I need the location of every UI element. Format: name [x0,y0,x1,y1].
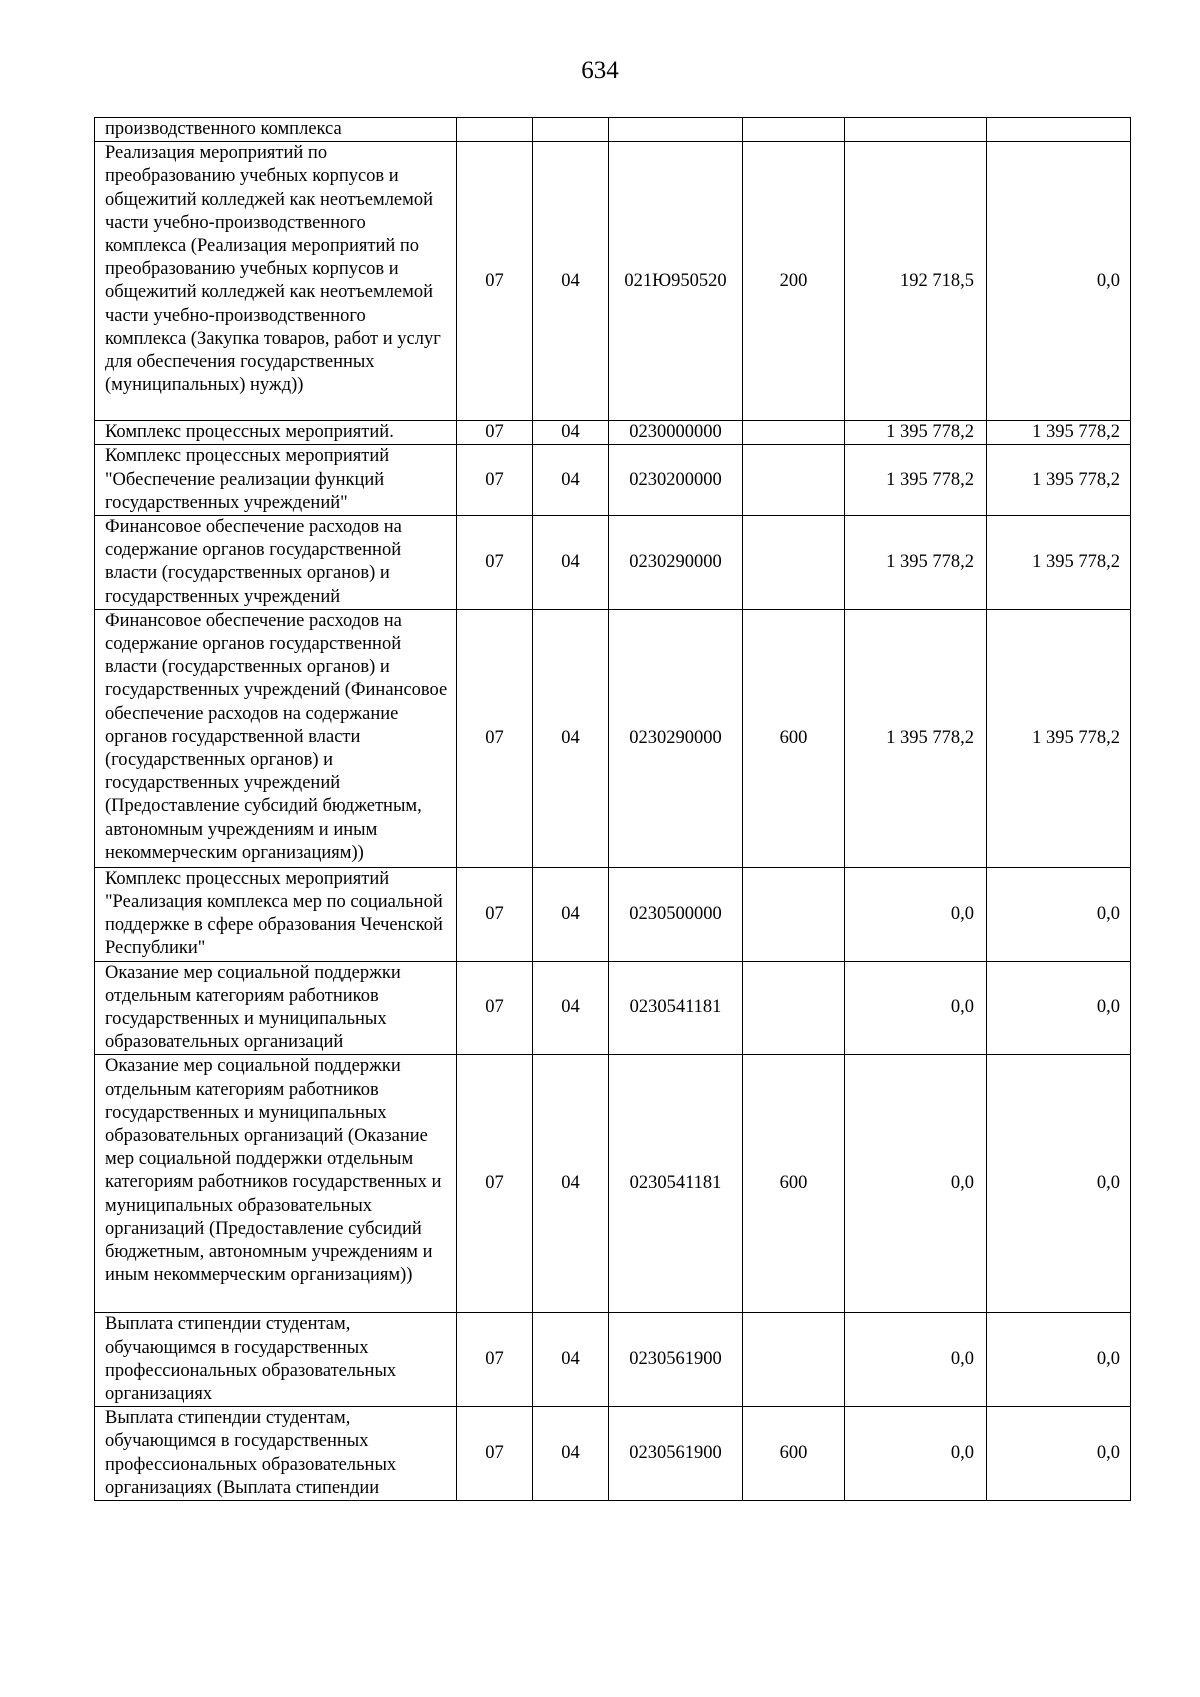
expense-type-cell: 200 [743,142,845,421]
amount-second-year-cell: 0,0 [987,867,1131,961]
target-article-cell: 0230541181 [609,1055,743,1313]
subsection-code-cell: 04 [533,867,609,961]
expense-type-cell: 600 [743,1407,845,1501]
table-row [95,609,1131,867]
table-row [95,445,1131,516]
subsection-code-cell: 04 [533,1313,609,1407]
table-row [95,867,1131,961]
subsection-code-cell: 04 [533,1055,609,1313]
target-article-cell: 0230561900 [609,1407,743,1501]
amount-first-year-cell: 1 395 778,2 [845,421,987,445]
amount-first-year-cell: 0,0 [845,1407,987,1501]
expense-type-cell [743,1313,845,1407]
target-article-cell: 0230561900 [609,1313,743,1407]
amount-second-year-cell [987,118,1131,142]
expense-type-cell [743,867,845,961]
amount-first-year-cell: 1 395 778,2 [845,516,987,610]
item-name-cell: Финансовое обеспечение расходов на содержание органов государственной власти (государственных органов) и государственных учреждений [95,516,457,610]
item-name-cell: Оказание мер социальной поддержки отдельным категориям работников государственных и муниципальных образовательных организаций (Оказание мер социальной поддержки отдельным категориям работников государственных и муниципальных образовательных организаций (Предоставление субсидий бюджетным, автономным учреждениям и иным некоммерческим организациям)) [95,1055,457,1313]
amount-first-year-cell: 1 395 778,2 [845,445,987,516]
target-article-cell: 0230290000 [609,516,743,610]
target-article-cell [609,118,743,142]
subsection-code-cell [533,118,609,142]
section-code-cell: 07 [457,961,533,1055]
subsection-code-cell: 04 [533,421,609,445]
expense-type-cell [743,118,845,142]
table-row [95,142,1131,421]
section-code-cell: 07 [457,1407,533,1501]
amount-first-year-cell: 1 395 778,2 [845,609,987,867]
section-code-cell: 07 [457,142,533,421]
table-row [95,1055,1131,1313]
target-article-cell: 021Ю950520 [609,142,743,421]
section-code-cell: 07 [457,1313,533,1407]
section-code-cell [457,118,533,142]
section-code-cell: 07 [457,421,533,445]
table-row [95,421,1131,445]
subsection-code-cell: 04 [533,961,609,1055]
table-row [95,118,1131,142]
page-number: 634 [581,57,619,84]
amount-second-year-cell: 1 395 778,2 [987,516,1131,610]
item-name-cell: Выплата стипендии студентам, обучающимся в государственных профессиональных образовательных организациях [95,1313,457,1407]
amount-second-year-cell: 0,0 [987,961,1131,1055]
amount-first-year-cell: 0,0 [845,867,987,961]
amount-first-year-cell: 0,0 [845,1055,987,1313]
expense-type-cell [743,421,845,445]
item-name-cell: Комплекс процессных мероприятий. [95,421,457,445]
amount-second-year-cell: 1 395 778,2 [987,609,1131,867]
target-article-cell: 0230500000 [609,867,743,961]
amount-second-year-cell: 0,0 [987,1313,1131,1407]
expense-type-cell: 600 [743,609,845,867]
target-article-cell: 0230290000 [609,609,743,867]
amount-second-year-cell: 1 395 778,2 [987,421,1131,445]
amount-first-year-cell [845,118,987,142]
amount-second-year-cell: 0,0 [987,142,1131,421]
item-name-cell: Комплекс процессных мероприятий "Обеспечение реализации функций государственных учреждений" [95,445,457,516]
item-name-cell: Реализация мероприятий по преобразованию учебных корпусов и общежитий колледжей как неотъемлемой части учебно-производственного комплекса (Реализация мероприятий по преобразованию учебных корпусов и общежитий колледжей как неотъемлемой части учебно-производственного комплекса (Закупка товаров, работ и услуг для обеспечения государственных (муниципальных) нужд)) [95,142,457,421]
section-code-cell: 07 [457,516,533,610]
subsection-code-cell: 04 [533,1407,609,1501]
item-name-cell: Финансовое обеспечение расходов на содержание органов государственной власти (государственных органов) и государственных учреждений (Финансовое обеспечение расходов на содержание органов государственной власти (государственных органов) и государственных учреждений (Предоставление субсидий бюджетным, автономным учреждениям и иным некоммерческим организациям)) [95,609,457,867]
subsection-code-cell: 04 [533,609,609,867]
amount-first-year-cell: 192 718,5 [845,142,987,421]
target-article-cell: 0230200000 [609,445,743,516]
subsection-code-cell: 04 [533,142,609,421]
amount-second-year-cell: 0,0 [987,1055,1131,1313]
section-code-cell: 07 [457,867,533,961]
subsection-code-cell: 04 [533,516,609,610]
target-article-cell: 0230000000 [609,421,743,445]
amount-first-year-cell: 0,0 [845,1313,987,1407]
item-name-cell: Выплата стипендии студентам, обучающимся в государственных профессиональных образовательных организациях (Выплата стипендии [95,1407,457,1501]
section-code-cell: 07 [457,609,533,867]
item-name-cell: Комплекс процессных мероприятий "Реализация комплекса мер по социальной поддержке в сфере образования Чеченской Республики" [95,867,457,961]
table-row [95,516,1131,610]
table-row [95,961,1131,1055]
subsection-code-cell: 04 [533,445,609,516]
amount-first-year-cell: 0,0 [845,961,987,1055]
item-name-cell: производственного комплекса [95,118,457,142]
item-name-cell: Оказание мер социальной поддержки отдельным категориям работников государственных и муниципальных образовательных организаций [95,961,457,1055]
section-code-cell: 07 [457,1055,533,1313]
amount-second-year-cell: 1 395 778,2 [987,445,1131,516]
budget-table [94,117,1131,1501]
amount-second-year-cell: 0,0 [987,1407,1131,1501]
target-article-cell: 0230541181 [609,961,743,1055]
expense-type-cell [743,445,845,516]
expense-type-cell: 600 [743,1055,845,1313]
table-row [95,1407,1131,1501]
expense-type-cell [743,516,845,610]
table-row [95,1313,1131,1407]
expense-type-cell [743,961,845,1055]
section-code-cell: 07 [457,445,533,516]
